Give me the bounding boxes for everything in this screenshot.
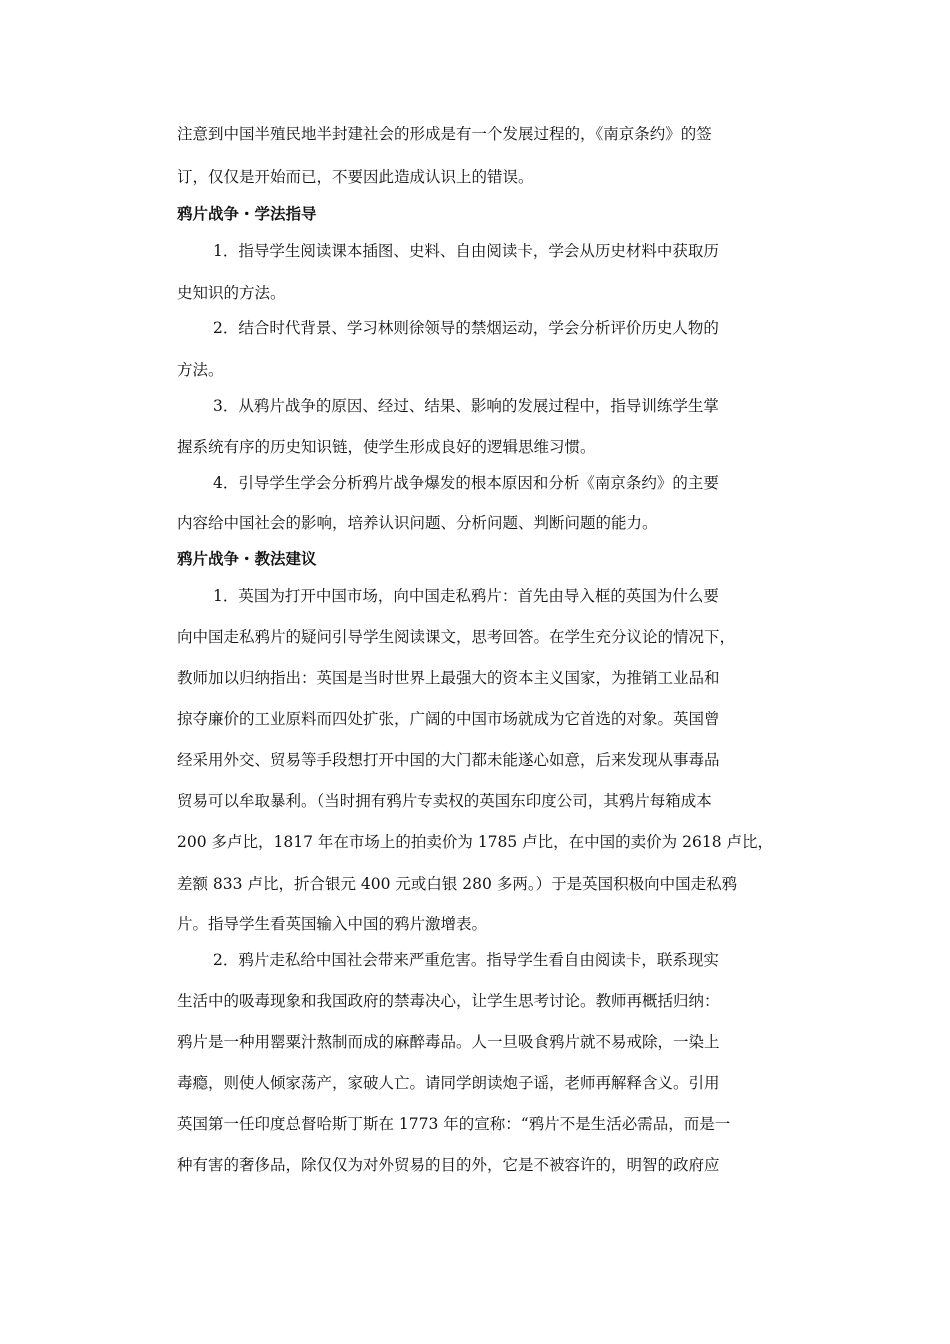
text-line: 订，仅仅是开始而已，不要因此造成认识上的错误。: [177, 168, 534, 186]
list-item: 4．引导学生学会分析鸦片战争爆发的根本原因和分析《南京条约》的主要: [213, 474, 719, 492]
text-line: 经采用外交、贸易等手段想打开中国的大门都未能遂心如意，后来发现从事毒品: [177, 751, 720, 769]
text-line: 握系统有序的历史知识链，使学生形成良好的逻辑思维习惯。: [177, 438, 596, 456]
text-line: 掠夺廉价的工业原料而四处扩张，广阔的中国市场就成为它首选的对象。英国曾: [177, 710, 720, 728]
text-line: 教师加以归纳指出：英国是当时世界上最强大的资本主义国家，为推销工业品和: [177, 669, 720, 687]
text-line: 方法。: [177, 361, 224, 379]
text-line: 片。指导学生看英国输入中国的鸦片激增表。: [177, 915, 488, 933]
section-heading-study-methods: 鸦片战争・学法指导: [177, 205, 317, 223]
text-line: 差额 833 卢比，折合银元 400 元或白银 280 多两。）于是英国积极向中国走私鸦: [177, 875, 738, 893]
text-line: 鸦片是一种用罂粟汁熬制而成的麻醉毒品。人一旦吸食鸦片就不易戒除，一染上: [177, 1033, 720, 1051]
text-line: 内容给中国社会的影响，培养认识问题、分析问题、判断问题的能力。: [177, 514, 658, 532]
text-line: 种有害的奢侈品，除仅仅为对外贸易的目的外，它是不被容许的，明智的政府应: [177, 1156, 720, 1174]
text-line: 向中国走私鸦片的疑问引导学生阅读课文，思考回答。在学生充分议论的情况下，: [177, 628, 736, 646]
section-heading-teaching-suggestions: 鸦片战争・教法建议: [177, 550, 317, 568]
text-line: 生活中的吸毒现象和我国政府的禁毒决心，让学生思考讨论。教师再概括归纳：: [177, 992, 720, 1010]
text-line: 史知识的方法。: [177, 284, 286, 302]
list-item: 3．从鸦片战争的原因、经过、结果、影响的发展过程中，指导训练学生掌: [213, 397, 719, 415]
text-line: 注意到中国半殖民地半封建社会的形成是有一个发展过程的，《南京条约》的签: [177, 125, 712, 143]
list-item: 1．指导学生阅读课本插图、史料、自由阅读卡，学会从历史材料中获取历: [213, 242, 719, 260]
text-line: 毒瘾，则使人倾家荡产，家破人亡。请同学朗读炮子谣，老师再解释含义。引用: [177, 1074, 720, 1092]
text-line: 200 多卢比，1817 年在市场上的拍卖价为 1785 卢比，在中国的卖价为 2618 卢比，: [177, 833, 773, 851]
list-item: 2．结合时代背景、学习林则徐领导的禁烟运动，学会分析评价历史人物的: [213, 319, 719, 337]
list-item: 1．英国为打开中国市场，向中国走私鸦片：首先由导入框的英国为什么要: [213, 587, 719, 605]
text-line: 贸易可以牟取暴利。（当时拥有鸦片专卖权的英国东印度公司，其鸦片每箱成本: [177, 792, 712, 810]
list-item: 2．鸦片走私给中国社会带来严重危害。指导学生看自由阅读卡，联系现实: [213, 951, 719, 969]
text-line: 英国第一任印度总督哈斯丁斯在 1773 年的宣称：“鸦片不是生活必需品，而是一: [177, 1115, 731, 1133]
